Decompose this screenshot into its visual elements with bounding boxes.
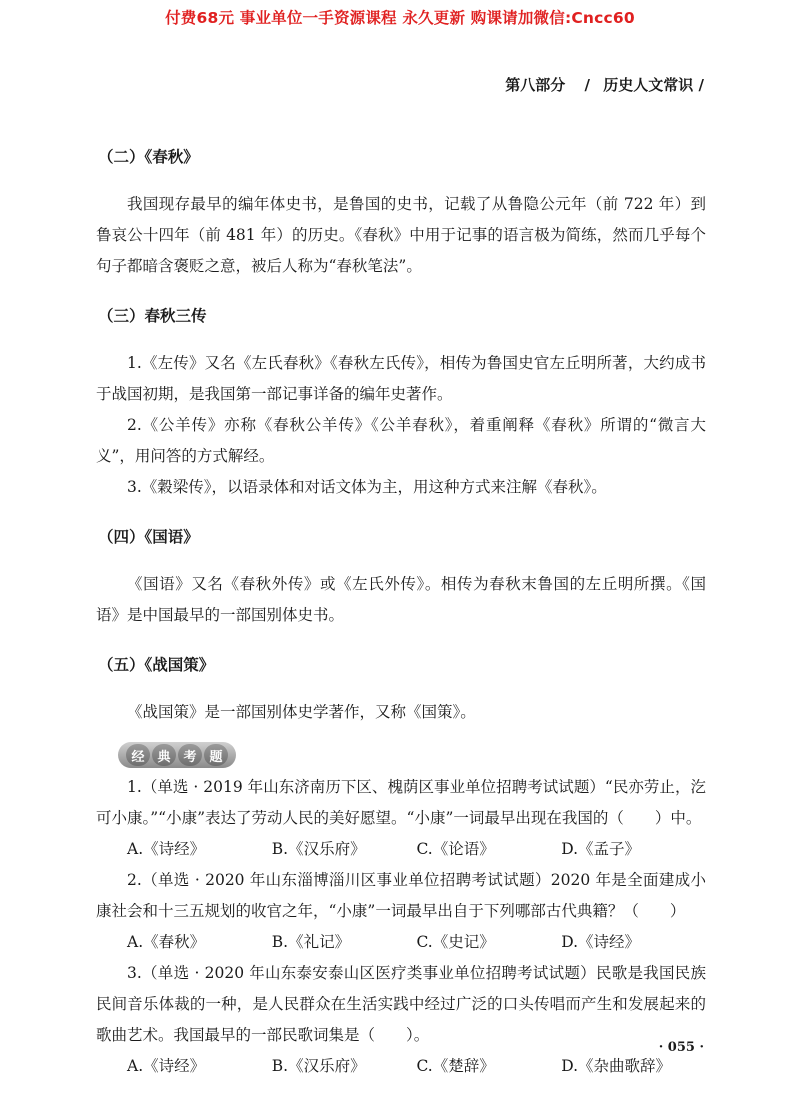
section-chunqiu [96, 145, 706, 282]
badge-char: 题 [204, 744, 228, 766]
section-heading: （五）《战国策》 [98, 655, 215, 674]
page-number: · 055 · [658, 1040, 704, 1055]
question-2 [96, 865, 706, 958]
question-text: 1.（单选 · 2019 年山东济南历下区、槐荫区事业单位招聘考试试题）“民亦劳止，汔可小康。”“小康”表达了劳动人民的美好愿望。“小康”一词最早出现在我国的（ ）中。 [96, 778, 706, 827]
option-d: D.《杂曲歌辞》 [561, 1057, 672, 1075]
paragraph: 《战国策》是一部国别体史学著作，又称《国策》。 [127, 703, 476, 721]
badge-char: 经 [126, 744, 150, 766]
option-c: C.《论语》 [416, 840, 495, 858]
header-end-separator: / [698, 76, 704, 94]
badge-char: 考 [178, 744, 202, 766]
option-d: D.《诗经》 [561, 933, 641, 951]
option-b: B.《汉乐府》 [271, 840, 366, 858]
paragraph: 3.《穀梁传》，以语录体和对话文体为主，用这种方式来注解《春秋》。 [127, 478, 607, 496]
badge-char: 典 [152, 744, 176, 766]
option-a: A.《春秋》 [127, 933, 206, 951]
paragraph: 《国语》又名《春秋外传》或《左氏外传》。相传为春秋末鲁国的左丘明所撰。《国语》是中国最早的一部国别体史书。 [96, 575, 706, 624]
section-guoyu [96, 525, 706, 631]
option-a: A.《诗经》 [127, 840, 206, 858]
paragraph: 2.《公羊传》亦称《春秋公羊传》《公羊春秋》，着重阐释《春秋》所谓的“微言大义”，用问答的方式解经。 [96, 416, 706, 465]
section-zhanguoce [96, 653, 706, 728]
header-separator: / [584, 76, 591, 94]
question-text: 3.（单选 · 2020 年山东泰安泰山区医疗类事业单位招聘考试试题）民歌是我国民族民间音乐体裁的一种，是人民群众在生活实践中经过广泛的口头传唱而产生和发展起来的歌曲艺术。我国最早的一部民歌词集是（ ）。 [96, 964, 706, 1044]
answer-options [96, 1051, 706, 1082]
section-heading: （二）《春秋》 [98, 147, 199, 166]
page-header [505, 74, 704, 95]
part-label: 第八部分 [505, 76, 566, 94]
paragraph: 我国现存最早的编年体史书，是鲁国的史书，记载了从鲁隐公元年（前 722 年）到鲁哀公十四年（前 481 年）的历史。《春秋》中用于记事的语言极为简练，然而几乎每个句子都暗含褒贬之意，被后人称为“春秋笔法”。 [96, 195, 706, 275]
classic-questions-badge [118, 742, 236, 768]
section-heading: （三）春秋三传 [98, 306, 207, 325]
promo-banner: 付费68元 事业单位一手资源课程 永久更新 购课请加微信:Cncc60 [165, 9, 635, 27]
section-label: 历史人文常识 [603, 76, 694, 94]
page-content [96, 145, 706, 1082]
option-c: C.《史记》 [416, 933, 495, 951]
option-a: A.《诗经》 [127, 1057, 206, 1075]
question-1 [96, 772, 706, 865]
section-heading: （四）《国语》 [98, 527, 199, 546]
question-text: 2.（单选 · 2020 年山东淄博淄川区事业单位招聘考试试题）2020 年是全面建成小康社会和十三五规划的收官之年，“小康”一词最早出自于下列哪部古代典籍？（ ） [96, 871, 706, 920]
question-3 [96, 958, 706, 1082]
option-d: D.《孟子》 [561, 840, 641, 858]
paragraph: 1.《左传》又名《左氏春秋》《春秋左氏传》，相传为鲁国史官左丘明所著，大约成书于战国初期，是我国第一部记事详备的编年史著作。 [96, 354, 706, 403]
option-c: C.《楚辞》 [416, 1057, 495, 1075]
option-b: B.《汉乐府》 [271, 1057, 366, 1075]
option-b: B.《礼记》 [271, 933, 351, 951]
answer-options [96, 834, 706, 865]
answer-options [96, 927, 706, 958]
section-three-commentaries [96, 304, 706, 503]
